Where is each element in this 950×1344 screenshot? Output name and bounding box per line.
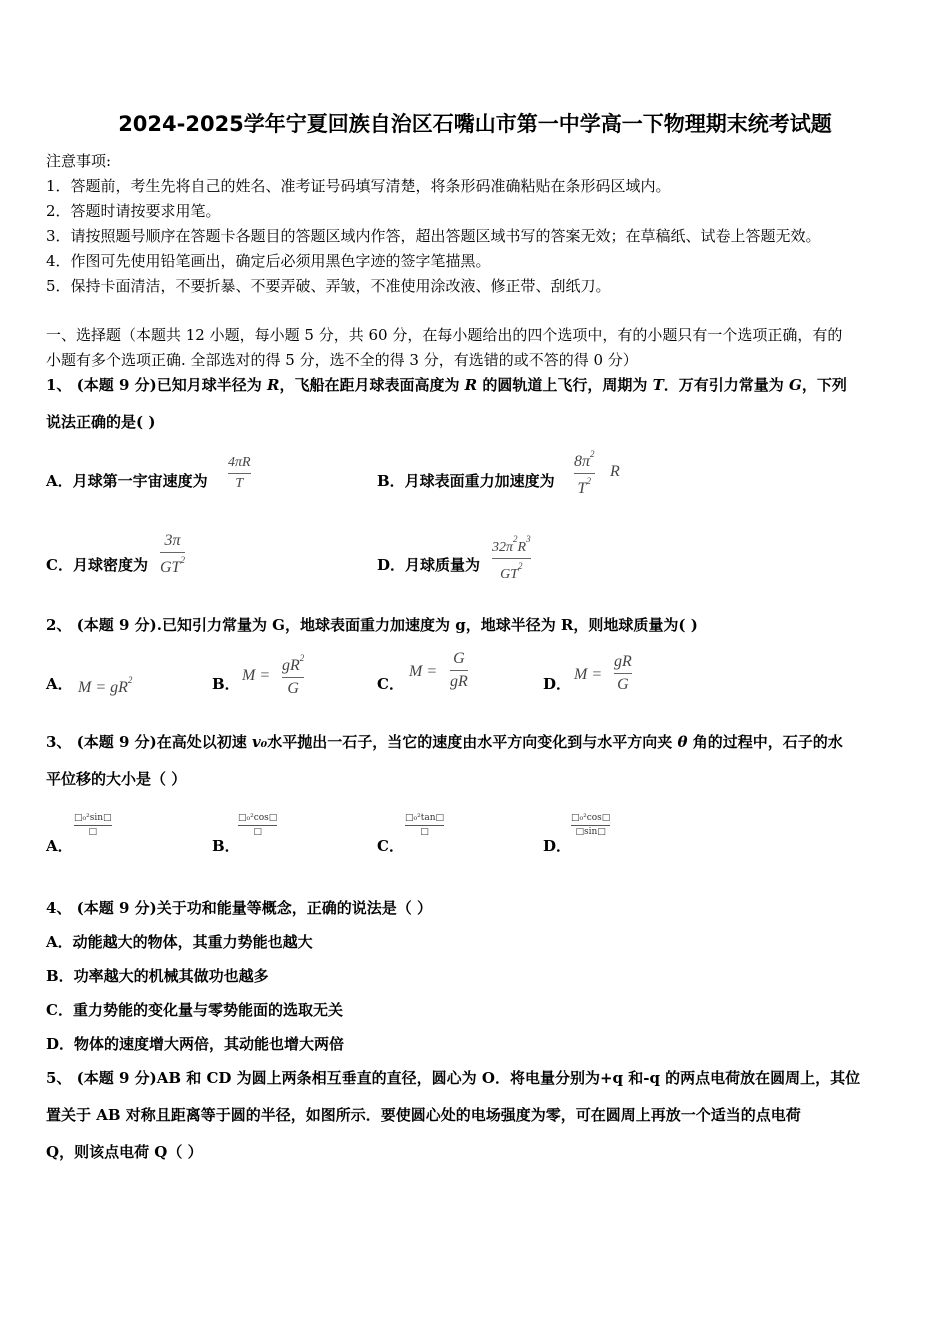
notice-item: 1．答题前，考生先将自己的姓名、准考证号码填写清楚，将条形码准确粘贴在条形码区域内。: [46, 177, 671, 195]
q2-option-c-lhs: M =: [409, 663, 438, 680]
notice-item: 2．答题时请按要求用笔。: [46, 202, 221, 220]
q3-option-d-label: D．: [543, 837, 572, 855]
notice-item: 5．保持卡面清洁，不要折暴、不要弄破、弄皱，不准使用涂改液、修正带、刮纸刀。: [46, 277, 611, 295]
q4-option-b: B．功率越大的机械其做功也越多: [46, 967, 269, 985]
question-5-stem-line2: 置关于 AB 对称且距离等于圆的半径，如图所示．要使圆心处的电场强度为零，可在圆周上再放一个适当的点电荷: [46, 1106, 801, 1124]
question-5-stem-line3: Q，则该点电荷 Q（ ）: [46, 1143, 203, 1161]
question-1-stem-line2: 说法正确的是( ): [46, 413, 156, 431]
page-title: 2024-2025学年宁夏回族自治区石嘴山市第一中学高一下物理期末统考试题: [118, 112, 832, 136]
q3-option-b-formula: □₀²cos□ □: [238, 813, 278, 837]
question-3-stem-line2: 平位移的大小是（ ）: [46, 770, 187, 788]
q1-option-b-formula: $8\pi^2$ $T^2$: [574, 449, 595, 497]
q3-option-a-formula: □₀²sin□ □: [74, 813, 112, 837]
q4-option-a: A．动能越大的物体，其重力势能也越大: [46, 933, 313, 951]
q2-option-b-label: B．: [212, 675, 240, 693]
q1-option-d-formula: $32\pi^2R^3$ $GT^2$: [492, 534, 531, 582]
q2-option-a-label: A．: [46, 675, 73, 693]
q2-option-d-label: D．: [543, 675, 572, 693]
q1-option-b-label: B．月球表面重力加速度为: [377, 472, 555, 490]
q3-option-b-label: B．: [212, 837, 240, 855]
notice-item: 3．请按照题号顺序在答题卡各题目的答题区域内作答，超出答题区域书写的答案无效；在草稿纸、试卷上答题无效。: [46, 227, 821, 245]
q3-option-a-label: A．: [46, 837, 73, 855]
q2-option-d-formula: gR G: [614, 653, 632, 693]
notice-heading: 注意事项:: [46, 152, 112, 170]
q2-option-c-label: C．: [377, 675, 404, 693]
question-1-stem: 1、 (本题 9 分)已知月球半径为 R，飞船在距月球表面高度为 R 的圆轨道上飞行，周期为 T．万有引力常量为 G，下列: [46, 376, 847, 394]
section-instructions-line2: 小题有多个选项正确. 全部选对的得 5 分，选不全的得 3 分，有选错的或不答的得 0 分）: [46, 351, 638, 369]
notice-item: 4．作图可先使用铅笔画出，确定后必须用黑色字迹的签字笔描黑。: [46, 252, 491, 270]
section-instructions-line1: 一、选择题（本题共 12 小题，每小题 5 分，共 60 分，在每小题给出的四个选项中，有的小题只有一个选项正确，有的: [46, 326, 843, 344]
q1-option-c-formula: 3π $GT^2$: [160, 532, 185, 576]
question-3-stem: 3、 (本题 9 分)在高处以初速 v₀水平抛出一石子，当它的速度由水平方向变化到与水平方向夹 θ 角的过程中，石子的水: [46, 733, 843, 751]
q2-option-a-formula: $M = gR^2$: [78, 675, 133, 696]
question-5-stem-line1: 5、 (本题 9 分)AB 和 CD 为圆上两条相互垂直的直径，圆心为 O．将电量分别为+q 和-q 的两点电荷放在圆周上，其位: [46, 1069, 861, 1087]
q3-option-c-label: C．: [377, 837, 404, 855]
q1-option-d-label: D．月球质量为: [377, 556, 481, 574]
q2-option-b-formula: $gR^2$ G: [282, 653, 305, 697]
q2-option-b-lhs: M =: [242, 667, 271, 684]
question-4-stem: 4、 (本题 9 分)关于功和能量等概念，正确的说法是（ ）: [46, 899, 432, 917]
q4-option-c: C．重力势能的变化量与零势能面的选取无关: [46, 1001, 343, 1019]
q1-option-b-tail: R: [610, 463, 620, 480]
q1-option-a-formula: 4πR T: [228, 455, 251, 491]
q3-option-c-formula: □₀²tan□ □: [405, 813, 445, 837]
question-2-stem: 2、 (本题 9 分).已知引力常量为 G，地球表面重力加速度为 g，地球半径为 R，则地球质量为( ): [46, 616, 698, 634]
q3-option-d-formula: □₀²cos□ □sin□: [571, 813, 611, 837]
q1-option-a-label: A．月球第一宇宙速度为: [46, 472, 208, 490]
q2-option-d-lhs: M =: [574, 666, 603, 683]
q1-option-c-label: C．月球密度为: [46, 556, 148, 574]
q4-option-d: D．物体的速度增大两倍，其动能也增大两倍: [46, 1035, 345, 1053]
q2-option-c-formula: G gR: [450, 650, 468, 690]
